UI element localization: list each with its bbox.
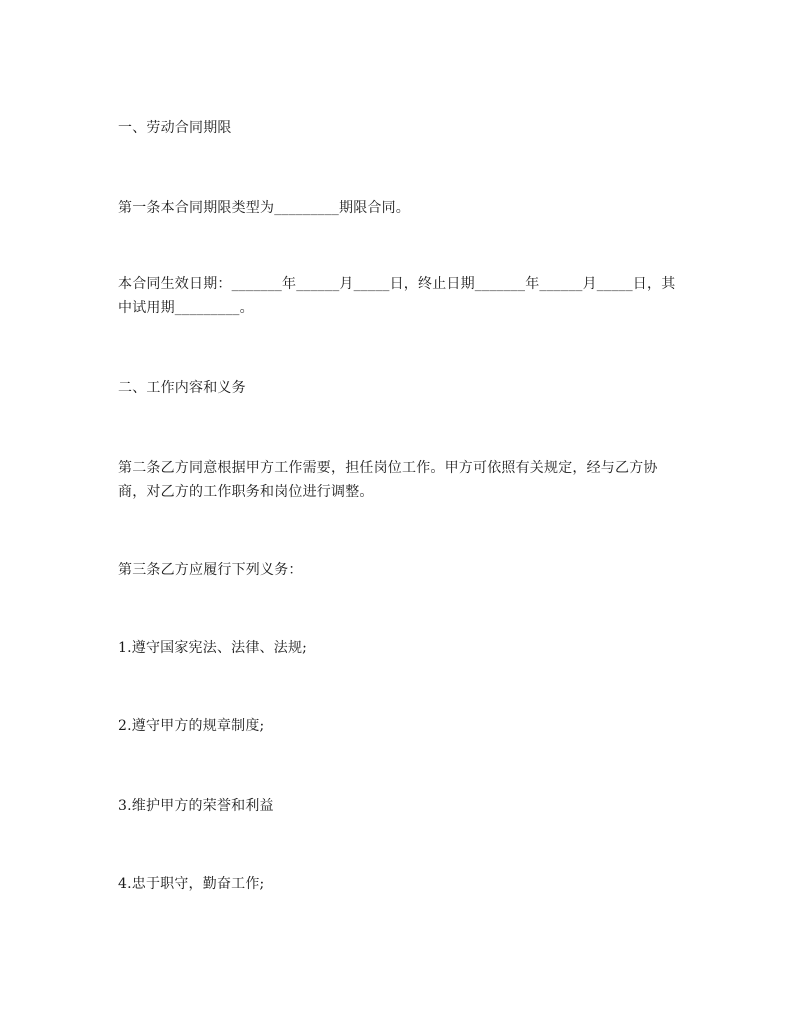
duty-item: 2.遵守甲方的规章制度; bbox=[118, 718, 265, 734]
article-2-job-position: 第二条乙方同意根据甲方工作需要，担任岗位工作。甲方可依照有关规定，经与乙方协商，对乙方的工作职务和岗位进行调整。 bbox=[118, 460, 658, 500]
article-1-contract-type: 第一条本合同期限类型为_________期限合同。 bbox=[118, 200, 410, 216]
duty-item: 1.遵守国家宪法、法律、法规; bbox=[118, 640, 308, 656]
section-heading-work-duties: 二、工作内容和义务 bbox=[118, 380, 246, 396]
article-3-obligations: 第三条乙方应履行下列义务： bbox=[118, 562, 303, 578]
duty-item: 4.忠于职守，勤奋工作; bbox=[118, 876, 265, 892]
section-heading-contract-term: 一、劳动合同期限 bbox=[118, 120, 232, 136]
duty-item: 3.维护甲方的荣誉和利益 bbox=[118, 798, 274, 814]
contract-dates-paragraph: 本合同生效日期：_______年______月_____日，终止日期_______年______月_____日，其中试用期_________。 bbox=[118, 276, 676, 316]
